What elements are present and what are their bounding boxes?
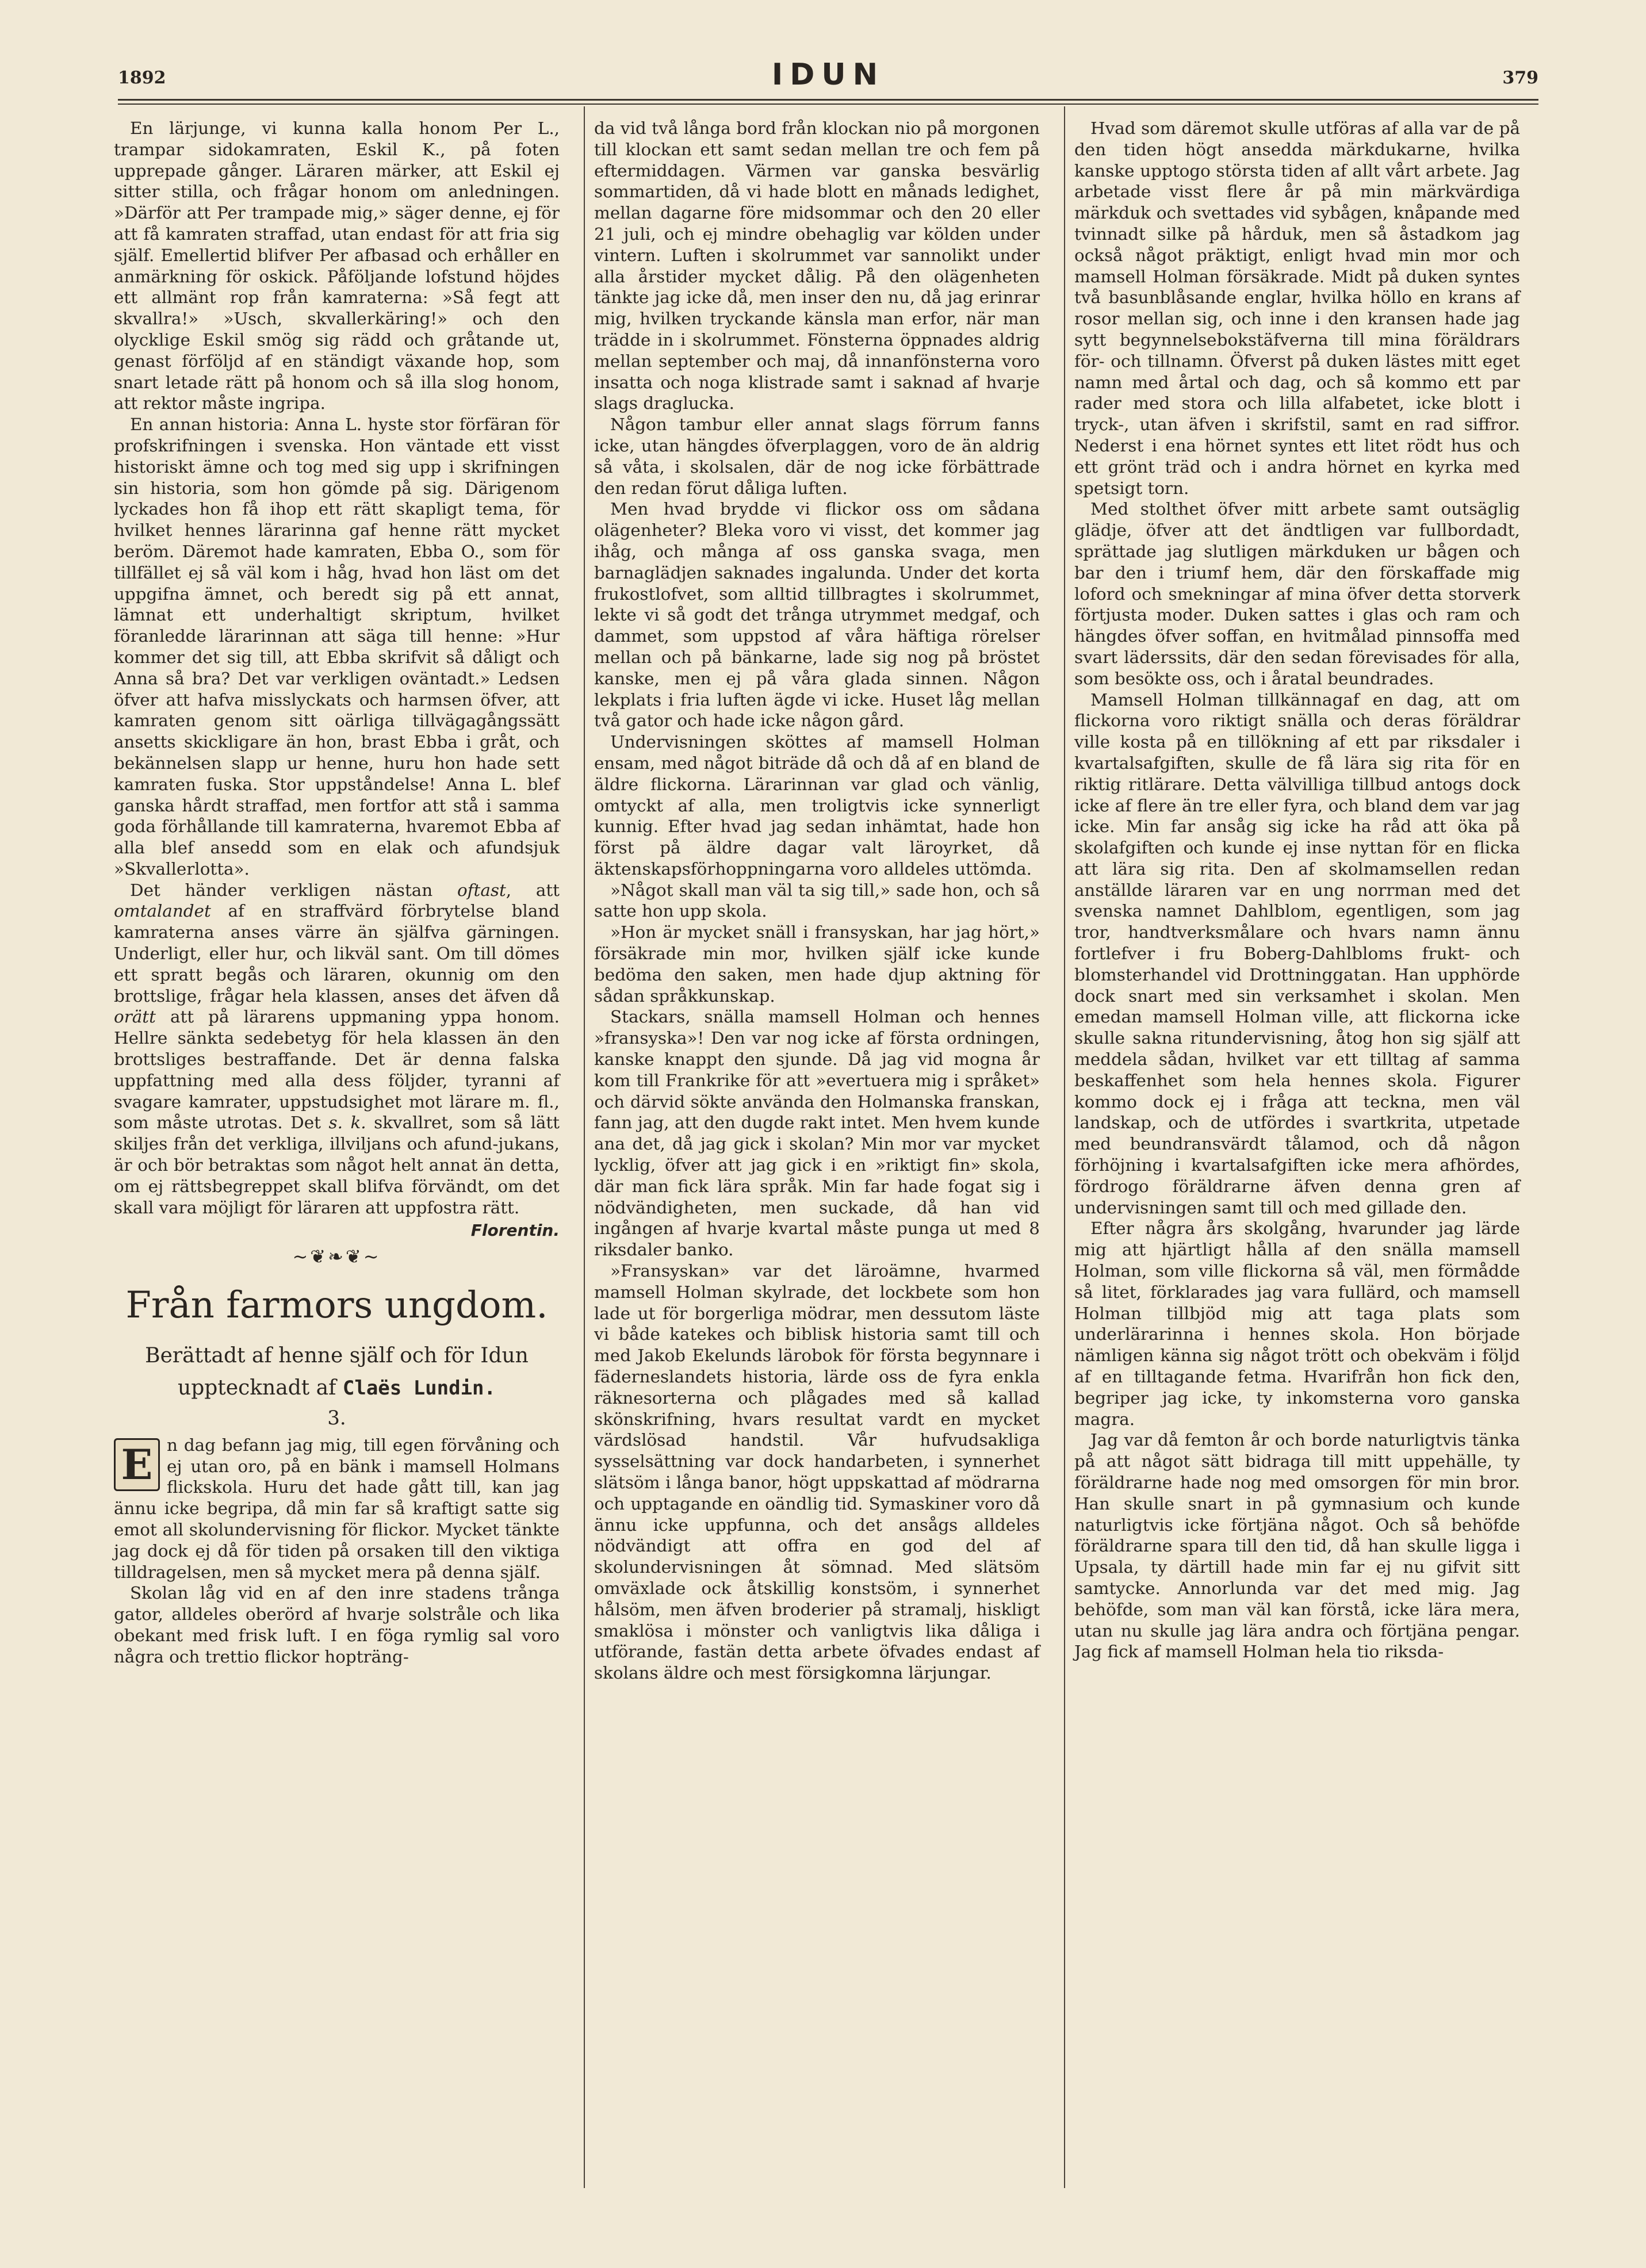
masthead-title: IDUN	[771, 58, 885, 92]
page-header	[118, 58, 1538, 98]
article-part-number: 3.	[327, 1407, 346, 1430]
author-signature: Florentin.	[470, 1221, 560, 1240]
paragraph: Med stolthet öfver mitt arbete samt outsäglig glädje, öfver att det ändtligen var fullbordadt, sprättade jag slutligen märkduken ur bågen och bar den i triumf hem, där den förskaffade mig loford och smekningar af mina öfver detta storverk förtjusta moder. Duken sattes i glas och ram och hängdes öfver soffan, en hvitmålad pinnsoffa med svart läderssits, där den sedan förevisades för alla, som besökte oss, och i åratal beundrades.	[1074, 499, 1520, 688]
paragraph: En annan historia: Anna L. hyste stor förfäran för profskrifningen i svenska. Hon väntade ett visst historiskt ämne och tog med sig upp i skrifningen sin historia, som hon gömde på sig. Därigenom lyckades hon få ihop ett rätt skapligt tema, för hvilket hennes lärarinna gaf henne rätt mycket beröm. Däremot hade kamraten, Ebba O., som för tillfället ej så väl kom i håg, hvad hon läst om det uppgifna ämnet, och beredt sig på ett annat, lämnat ett underhaltigt skriptum, hvilket föranledde lärarinnan att säga till henne: »Hur kommer det sig till, att Ebba skrifvit så dåligt och Anna så bra? Det var verkligen oväntadt.» Ledsen öfver att hafva misslyckats och harmsen öfver, att kamraten genom sitt oärliga tillvägagångssätt ansetts skickligare än hon, brast Ebba i gråt, och bekännelsen slapp ur henne, huru hon hade sett kamraten fuska. Stor uppståndelse! Anna L. blef ganska hårdt straffad, men fortfor att stå i samma goda förhållande till kamraterna, hvaremot Ebba af alla blef ansedd som en elak och afundsjuk »Skvallerlotta».	[114, 415, 560, 879]
paragraph: Hvad som däremot skulle utföras af alla var de på den tiden högt ansedda märkdukarne, hvilka kanske upptogo största tiden af allt vårt arbete. Jag arbetade visst flere år på min märkvärdiga märkduk och svettades vid sybågen, knåpande med tvinnadt silke på hårduk, men så åstadkom jag också något präktigt, enligt hvad min mor och mamsell Holman försäkrade. Midt på duken syntes två basunblåsande englar, hvilka höllo en krans af rosor mellan sig, och inne i den kransen hade jag sytt begynnelsebokstäfverna till mina föräldrars för- och tillnamn. Öfverst på duken lästes mitt eget namn med årtal och dag, och så kommo ett par rader med stora och lilla alfabetet, icke blott i tryck-, utan äfven i skrifstil, samt en rad siffror. Nederst i ena hörnet syntes ett litet rödt hus och ett grönt träd och i andra hörnet en kyrka med spetsigt torn.	[1074, 118, 1520, 498]
ornament-divider: ~❦❧❦~	[292, 1246, 381, 1268]
paragraph: Men hvad brydde vi flickor oss om sådana olägenheter? Bleka voro vi visst, det kommer jag ihåg, och många af oss ganska svaga, men barnaglädjen saknades ingalunda. Under det korta frukostlofvet, som alltid tillbragtes i skolrummet, lekte vi så godt det trånga utrymmet medgaf, och dammet, som uppstod af våra häftiga rörelser mellan och på bänkarne, lade sig nog på bröstet kanske, men ej på våra glada sinnen. Någon lekplats i fria luften ägde vi icke. Huset låg mellan två gator och hade icke någon gård.	[594, 499, 1040, 731]
paragraph: E n dag befann jag mig, till egen förvåning och ej utan oro, på en bänk i mamsell Holmans flickskola. Huru det hade gått till, kan jag ännu icke begripa, då min far så kraftigt satte sig emot all skolundervisning för flickor. Mycket tänkte jag dock ej då för tiden på orsaken till den viktiga tilldragelsen, men så mycket mera på denna själf.	[114, 1435, 560, 1582]
paragraph: Jag var då femton år och borde naturligtvis tänka på att något sätt bidraga till mitt uppehälle, ty föräldrarne hade nog med omsorgen för min bror. Han skulle snart in på gymnasium och kunde naturligtvis icke förtjäna något. Och så behöfde föräldrarne spara till den tid, då han skulle ligga i Upsala, ty därtill hade min far ej nu gifvit sitt samtycke. Annorlunda var det med mig. Jag behöfde, som man väl kan förstå, icke lära mera, utan nu skulle jag lära andra och förtjäna pengar. Jag fick af mamsell Holman hela tio riksda-	[1074, 1430, 1520, 1662]
article-subtitle: Berättadt af henne själf och för Idun	[145, 1344, 529, 1368]
paragraph: Någon tambur eller annat slags förrum fanns icke, utan hängdes öfverplaggen, voro de än aldrig så våta, i skolsalen, där de nog icke förbättrade den redan förut dåliga luften.	[594, 415, 1040, 498]
article-author: Claës Lundin.	[342, 1377, 496, 1400]
header-page-number: 379	[1502, 68, 1538, 88]
header-year: 1892	[118, 68, 166, 88]
paragraph: Mamsell Holman tillkännagaf en dag, att om flickorna voro riktigt snälla och deras föräldrar ville kosta på en tillökning af ett par riksdaler i kvartalsafgiften, skulle de få lära sig rita för en riktig ritlärare. Detta välvilliga tillbud antogs dock icke af flere än tre eller fyra, och bland dem var jag icke. Min far ansåg sig icke ha råd att öka på skolafgiften och kunde ej inse nyttan för en flicka att lära sig rita. Den af skolmamsellen redan anställde läraren var en ung norrman med det svenska namnet Dahlblom, egentligen, som jag tror, handtverksmålare och hvars namn ännu fortlefver i fru Boberg-Dahlbloms frukt- och blomsterhandel vid Drottninggatan. Han upphörde dock snart med sin verksamhet i skolan. Men emedan mamsell Holman ville, att flickorna icke skulle sakna ritundervisning, åtog hon sig själf att meddela sådan, hvilket var ett tilltag af samma beskaffenhet som hela hennes skola. Figurer kommo dock ej i fråga att teckna, men väl landskap, och de utfördes i svartkrita, utpetade med beundransvärdt tålamod, och då någon förhöjning i kvartalsafgiften icke mera afhördes, fördrogo föräldrarne äfven denna gren af undervisningen samt till och med gillade den.	[1074, 689, 1520, 1217]
column-divider	[584, 106, 585, 2188]
paragraph: Undervisningen sköttes af mamsell Holman ensam, med något biträde då och då af en bland de äldre flickorna. Lärarinnan var glad och vänlig, omtyckt af alla, men troligtvis icke synnerligt kunnig. Efter hvad jag sedan inhämtat, hade hon först på äldre dagar valt läroyrket, då äktenskapsförhoppningarna voro alldeles uttömda.	[594, 732, 1040, 879]
column-divider	[1064, 106, 1065, 2188]
paragraph: »Något skall man väl ta sig till,» sade hon, och så satte hon upp skola.	[594, 880, 1040, 921]
column-1	[114, 118, 560, 1668]
paragraph: »Fransyskan» var det läroämne, hvarmed mamsell Holman skylrade, det lockbete som hon lade ut för borgerliga mödrar, men dessutom läste vi både katekes och biblisk historia samt till och med Jakob Ekelunds lärobok för första begynnare i fäderneslandets historia, lärde oss de fyra enkla räknesorterna och plågades med så kallad skönskrifning, hvars resultat vardt en mycket värdslösad handstil. Vår hufvudsakliga sysselsättning var dock handarbeten, i synnerhet slätsöm i långa banor, högt uppskattad af mödrarna och upptagande en oändlig tid. Symaskiner voro då ännu icke uppfunna, och det ansågs alldeles nödvändigt att offra en god del af skolundervisningen åt sömnad. Med slätsöm omväxlade ock åtskillig konstsöm, i synnerhet hålsöm, men äfven broderier på stramalj, hiskligt smaklösa i mönster och vanligtvis lika dåliga i utförande, fastän detta arbete öfvades endast af skolans äldre och mest försigkomna lärjungar.	[594, 1261, 1040, 1683]
paragraph: »Hon är mycket snäll i fransyskan, har jag hört,» försäkrade min mor, hvilken själf icke kunde bedöma den saken, men hade djup aktning för sådan språkkunskap.	[594, 922, 1040, 1006]
article-title: Från farmors ungdom.	[125, 1284, 548, 1327]
paragraph: Stackars, snälla mamsell Holman och hennes »fransyska»! Den var nog icke af första ordningen, kanske knappt den sjunde. Då jag vid mogna år kom till Frankrike för att »evertuera mig i språket» och därvid sökte använda den Holmanska franskan, fann jag, att den dugde rakt intet. Men hvem kunde ana det, då jag gick i skolan? Min mor var mycket lycklig, öfver att jag gick i en »riktigt fin» skola, där man fick lära språk. Min far hade fogat sig i nödvändigheten, men suckade, då han vid ingången af hvarje kvartal måste punga ut med 8 riksdaler banko.	[594, 1007, 1040, 1260]
paragraph: Efter några års skolgång, hvarunder jag lärde mig att hjärtligt hålla af den snälla mamsell Holman, som ville flickorna så väl, men förmådde så litet, förklarades jag vara fullärd, och mamsell Holman tillbjöd mig att taga plats som underlärarinna i hennes skola. Hon började nämligen känna sig något trött och obekväm i följd af en tilltagande fetma. Hvarifrån hon fick den, begriper jag icke, ty inkomsterna voro ganska magra.	[1074, 1219, 1520, 1429]
paragraph: Det händer verkligen nästan oftast, att omtalandet af en straffvärd förbrytelse bland kamraterna anses värre än själfva gärningen. Underligt, eller hur, och likväl sant. Om till dömes ett spratt begås och läraren, okunnig om den brottslige, frågar hela klassen, anses det äfven då orätt att på lärarens uppmaning yppa honom. Hellre sänkta sedebetyg för hela klassen än den brottsliges bestraffande. Det är denna falska uppfattning med alla dess följder, tyranni af svagare kamrater, uppstudsighet mot lärare m. fl., som måste utrotas. Det s. k. skvallret, som så lätt skiljes från det verkliga, illviljans och afund-jukans, är och bör betraktas som något helt annat än detta, om ej rättsbegreppet skall blifva förvändt, om det skall vara möjligt för läraren att uppfostra rätt.	[114, 880, 560, 1217]
paragraph: da vid två långa bord från klockan nio på morgonen till klockan ett samt sedan mellan tre och fem på eftermiddagen. Värmen var ganska besvärlig sommartiden, då vi hade blott en månads ledighet, mellan dagarne före midsommar och den 20 eller 21 juli, och ej mindre obehaglig var kölden under vintern. Luften i skolrummet var sannolikt under alla årstider mycket dålig. På den olägenheten tänkte jag icke då, men inser den nu, då jag erinrar mig, hvilken tryckande känsla man erfor, när man trädde in i skolrummet. Fönsterna öppnades aldrig mellan september och maj, då innanfönsterna voro insatta och noga klistrade samt i saknad af hvarje slags draglucka.	[594, 118, 1040, 413]
column-3	[1074, 118, 1520, 1662]
column-2	[594, 118, 1040, 1684]
paragraph: En lärjunge, vi kunna kalla honom Per L., trampar sidokamraten, Eskil K., på foten upprepade gånger. Läraren märker, att Eskil ej sitter stilla, och frågar honom om anledningen. »Därför att Per trampade mig,» säger denne, ej för att få kamraten straffad, utan endast för att fria sig själf. Emellertid blifver Per afbasad och erhåller en anmärkning för oskick. Påföljande lofstund höjdes ett allmänt rop från kamraterna: »Så fegt att skvallra!» »Usch, skvallerkäring!» och den olycklige Eskil smög sig rädd och gråtande ut, genast förföljd af en ständigt växande hop, som snart letade rätt på honom och så illa slog honom, att rektor måste ingripa.	[114, 118, 560, 413]
header-rule-thin	[118, 104, 1538, 105]
paragraph: Skolan låg vid en af den inre stadens trånga gator, alldeles oberörd af hvarje solstråle och lika obekant med frisk luft. I en föga rymlig sal voro några och trettio flickor hopträng-	[114, 1583, 560, 1666]
article-byline: upptecknadt af Claës Lundin.	[178, 1376, 496, 1400]
header-rule	[118, 99, 1538, 101]
drop-cap: E	[114, 1438, 160, 1491]
